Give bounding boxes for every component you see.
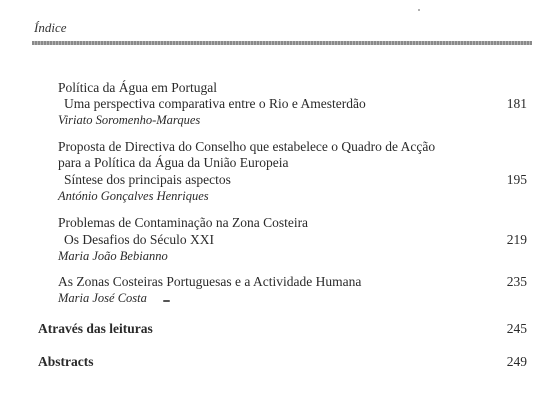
running-title: Índice (34, 20, 67, 35)
entry-3-author: Maria João Bebianno (58, 249, 168, 263)
section-abstracts-title: Abstracts (38, 354, 94, 369)
section-leituras-title: Através das leituras (38, 321, 153, 336)
entry-2-title-cont: para a Política da Água da União Europeia (58, 155, 289, 170)
entry-3-page: 219 (506, 232, 527, 247)
scan-mark (163, 300, 170, 302)
entry-1-page: 181 (506, 96, 527, 111)
entry-1-subtitle: Uma perspectiva comparativa entre o Rio e Amesterdão (64, 96, 366, 111)
entry-2-subtitle: Síntese dos principais aspectos (64, 172, 231, 187)
entry-2-title: Proposta de Directiva do Conselho que estabelece o Quadro de Acção (58, 139, 436, 154)
entry-3-subtitle: Os Desafios do Século XXI (64, 232, 214, 247)
entry-4-page: 235 (506, 274, 527, 289)
entry-4-title: As Zonas Costeiras Portuguesas e a Actividade Humana (58, 274, 362, 289)
entry-1-author: Viriato Soromenho-Marques (58, 113, 201, 127)
entry-4-author: Maria José Costa (58, 291, 147, 305)
section-abstracts-page: 249 (506, 354, 527, 369)
entry-2-page: 195 (506, 172, 527, 187)
entry-2-author: António Gonçalves Henriques (58, 189, 209, 203)
header-rule (32, 41, 532, 45)
entry-3-title: Problemas de Contaminação na Zona Costeira (58, 215, 309, 230)
scan-speck (418, 9, 420, 11)
entry-1-title: Política da Água em Portugal (58, 80, 217, 95)
section-leituras-page: 245 (506, 321, 527, 336)
